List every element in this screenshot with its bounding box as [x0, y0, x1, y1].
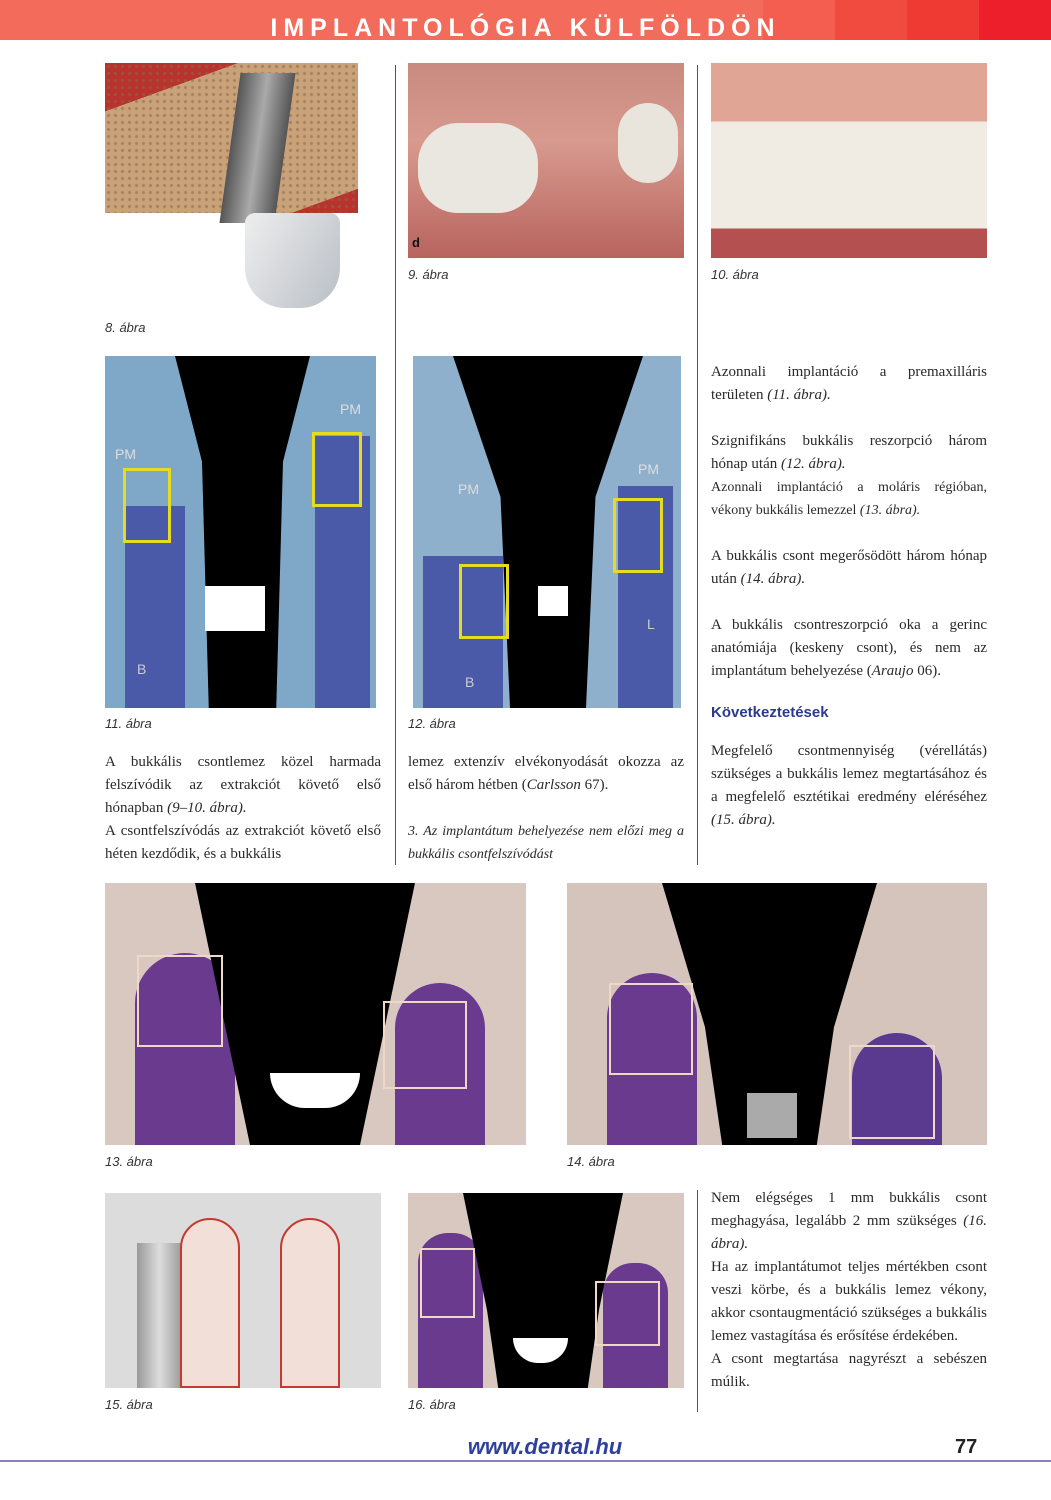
footer-rule — [0, 1460, 1051, 1462]
figure-label: PM — [638, 461, 659, 477]
text-column-bottom-right — [711, 1187, 987, 1394]
figure-15-illustration — [105, 1193, 381, 1388]
paragraph: A bukkális csontreszorpció oka a gerinc anatómiája (keskeny csont), és nem az implantátum behelyezése (Araujo 06). — [711, 617, 987, 679]
paragraph: A bukkális csontlemez közel harmada felszívódik az extrakciót követő első hónapban (9–10. ábra). — [105, 754, 381, 816]
figure-11-histology — [105, 356, 376, 708]
column-divider — [697, 65, 698, 865]
figure-10-photo — [711, 63, 987, 258]
figure-14-histology — [567, 883, 987, 1145]
figure-label: d — [412, 235, 420, 250]
paragraph: A bukkális csont megerősödött három hónap után (14. ábra). — [711, 548, 987, 587]
figure-caption: 13. ábra — [105, 1154, 153, 1169]
paragraph: Azonnali implantáció a premaxilláris területen (11. ábra). — [711, 364, 987, 403]
paragraph: Ha az implantátumot teljes mértékben csont veszi körbe, és a bukkális lemez vékony, akkor csontaugmentáció szükséges a bukkális lemez vastagítása és erősítése érdekében. — [711, 1259, 987, 1344]
figure-caption: 12. ábra — [408, 716, 456, 731]
website-link[interactable]: www.dental.hu — [467, 1434, 623, 1459]
figure-caption: 14. ábra — [567, 1154, 615, 1169]
figure-9-photo — [408, 63, 684, 258]
figure-8-implant-illustration — [105, 63, 358, 310]
paragraph: Nem elégséges 1 mm bukkális csont meghagyása, legalább 2 mm szükséges (16. ábra). — [711, 1190, 987, 1252]
figure-caption: 15. ábra — [105, 1397, 153, 1412]
figure-label: B — [137, 661, 147, 677]
paragraph: Szignifikáns bukkális reszorpció három hónap után (12. ábra). — [711, 433, 987, 472]
figure-12-histology — [413, 356, 681, 708]
paragraph: Azonnali implantáció a moláris régióban, vékony bukkális lemezzel (13. ábra). — [711, 480, 987, 518]
text-column-right — [711, 361, 987, 832]
figure-caption: 8. ábra — [105, 320, 146, 335]
column-divider — [697, 1190, 698, 1412]
figure-13-histology — [105, 883, 526, 1145]
header-banner — [0, 0, 1051, 40]
figure-label: PM — [458, 481, 479, 497]
paragraph: lemez extenzív elvékonyodását okozza az első három hétben (Carlsson 67). — [408, 754, 684, 793]
figure-label: PM — [115, 446, 136, 462]
figure-16-histology — [408, 1193, 684, 1388]
figure-label: L — [647, 616, 655, 632]
figure-caption: 11. ábra — [105, 716, 152, 731]
page-number: 77 — [955, 1436, 978, 1458]
paragraph: A csontfelszívódás az extrakciót követő első héten kezdődik, és a bukkális — [105, 823, 381, 862]
paragraph: A csont megtartása nagyrészt a sebészen múlik. — [711, 1351, 987, 1390]
text-column-left — [105, 751, 381, 866]
section-title: IMPLANTOLÓGIA KÜLFÖLDÖN — [270, 14, 781, 42]
figure-label: B — [465, 674, 475, 690]
section-heading: Következtetések — [711, 704, 829, 721]
text-column-middle — [408, 751, 684, 866]
column-divider — [395, 65, 396, 865]
figure-label: PM — [340, 401, 361, 417]
paragraph: Megfelelő csontmennyiség (vérellátás) szükséges a bukkális lemez megtartásához és a megfelelő esztétikai eredmény eléréséhez (15. ábra). — [711, 743, 987, 828]
figure-caption: 16. ábra — [408, 1397, 456, 1412]
figure-caption: 10. ábra — [711, 267, 759, 282]
figure-caption: 9. ábra — [408, 267, 449, 282]
subheading: 3. Az implantátum behelyezése nem előzi meg a bukkális csontfelszívódást — [408, 824, 684, 862]
